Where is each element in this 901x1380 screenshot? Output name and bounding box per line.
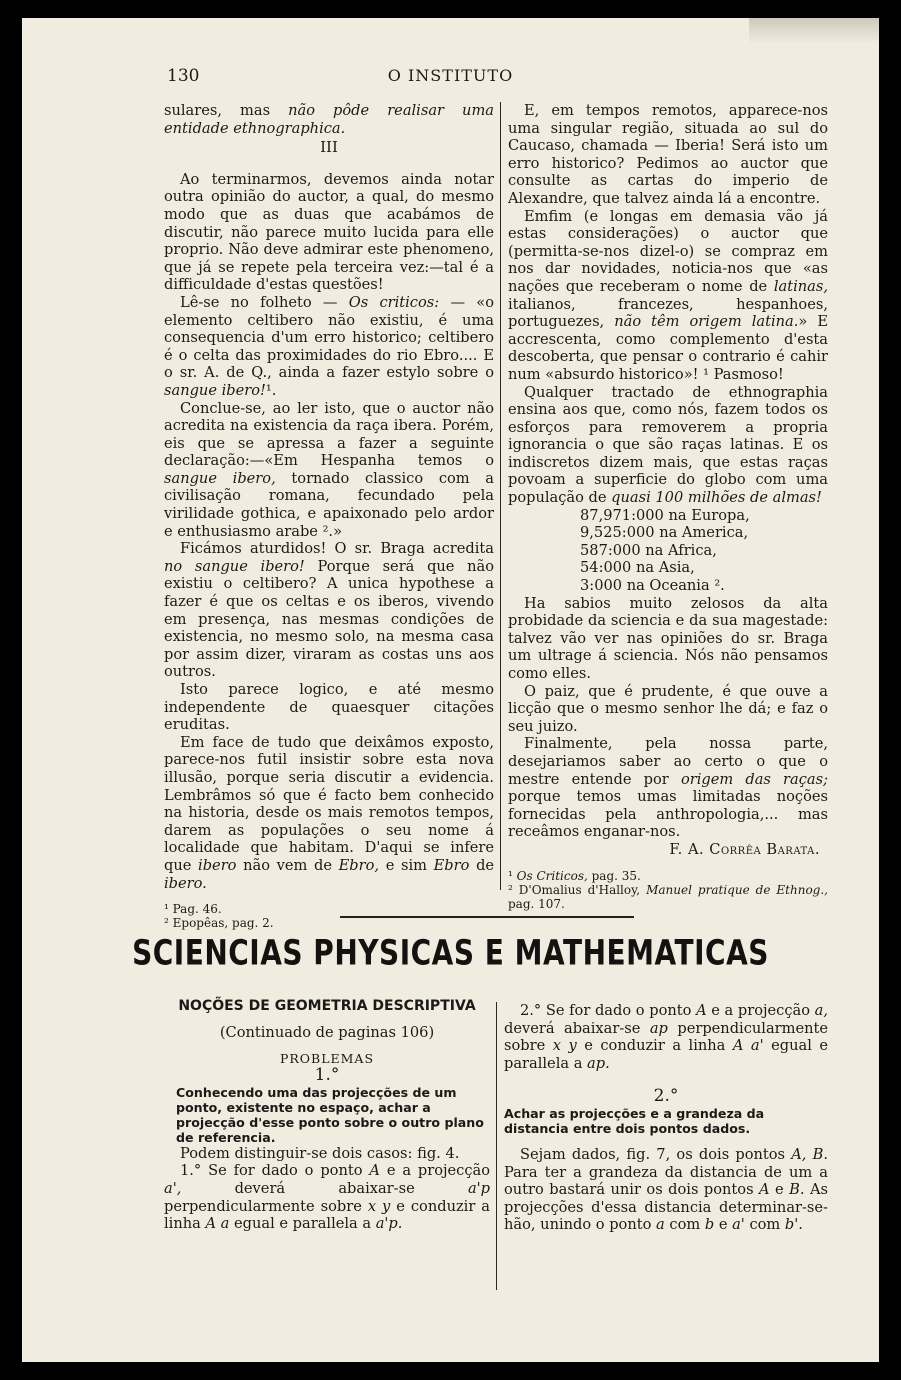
paragraph: Isto parece logico, e até mesmo independente de quaesquer citações eruditas. [164, 681, 494, 734]
paragraph: Ha sabios muito zelosos da alta probidade da sciencia e da sua magestade: talvez vão ver nas opiniões do sr. Braga um ultrage á sciencia. Nós não pensamos como elles. [508, 594, 828, 682]
problem-number: 2.° [653, 1086, 679, 1107]
page [22, 18, 879, 1362]
page-number: 130 [167, 66, 200, 86]
paragraph: 1.° Se for dado o ponto A e a projecção a', deverá abaixar-se a'p perpendicularmente sobre x y e conduzir a linha A a egual e parallela a a'p. [164, 1162, 490, 1233]
paragraph: O paiz, que é prudente, é que ouve a licção que o mesmo senhor lhe dá; e faz o seu juizo. [508, 682, 828, 735]
paragraph: Ficámos aturdidos! O sr. Braga acredita no sangue ibero! Porque será que não existiu o celtibero? A unica hypothese a fazer é que os celtas e os iberos, vivendo em presença, nas mesmas condições de existencia, no mesmo solo, na mesma casa por assim dizer, viraram as costas uns aos outros. [164, 540, 495, 681]
right-column-bottom [504, 1002, 828, 1234]
continued-note: (Continuado de paginas 106) [219, 1024, 435, 1041]
problems-heading: PROBLEMAS [279, 1050, 375, 1066]
footnote: ² D'Omalius d'Halloy, Manuel pratique de Ethnog., pag. 107. [508, 882, 828, 911]
article-title: NOÇÕES DE GEOMETRIA DESCRIPTIVA [178, 998, 476, 1014]
column-rule [500, 102, 501, 890]
right-column-top [508, 102, 828, 911]
problem-number: 1.° [314, 1065, 340, 1086]
paragraph: 2.° Se for dado o ponto A e a projecção a, deverá abaixar-se ap perpendicularmente sobre x y e conduzir a linha A a' egual e parallela a ap. [504, 1002, 829, 1072]
paragraph: Podem distinguir-se dois casos: fig. 4. [180, 1144, 460, 1162]
footnote: ¹ Os Criticos, pag. 35. [508, 868, 641, 883]
population-row: 587:000 na Africa, [580, 541, 717, 559]
section-divider [340, 916, 634, 918]
page-stain [749, 18, 879, 44]
paragraph: Lê-se no folheto — Os criticos: — «o elemento celtibero não existiu, é uma consequencia d'um erro historico; celtibero é o celta das proximidades do rio Ebro.... E o sr. A. de Q., ainda a fazer estylo sobre o sangue ibero!¹. [164, 293, 495, 399]
paragraph: Ao terminarmos, devemos ainda notar outra opinião do auctor, a qual, do mesmo modo que as duas que acabámos de discutir, não parece muito lucida para elle proprio. Não deve admirar este phenomeno, que já se repete pela terceira vez:—tal é a difficuldade d'estas questões! [164, 170, 494, 294]
footnotes [508, 869, 828, 911]
population-row: 9,525:000 na America, [580, 524, 749, 542]
paragraph: E, em tempos remotos, apparece-nos uma singular região, situada ao sul do Caucaso, chamada — Iberia! Será isto um erro historico? Pedimos ao auctor que consulte as cartas do imperio de Alexandre, que talvez ainda lá a encontre. [508, 102, 828, 207]
population-list [508, 507, 828, 595]
population-row: 87,971:000 na Europa, [580, 506, 750, 524]
problem-statement: Conhecendo uma das projecções de um ponto, existente no espaço, achar a projecção d'esse ponto sobre o outro plano de referencia. [176, 1084, 484, 1145]
footnote: ¹ Pag. 46. [164, 902, 222, 917]
problem-statement: Achar as projecções e a grandeza da distancia entre dois pontos dados. [504, 1105, 765, 1136]
population-row: 3:000 na Oceania ². [580, 577, 725, 595]
section-title: SCIENCIAS PHYSICAS E MATHEMATICAS [132, 931, 769, 974]
left-column-bottom [164, 1024, 490, 1233]
paragraph: Em face de tudo que deixâmos exposto, parece-nos futil insistir sobre esta nova illusão, porque seria discutir a evidencia. Lembrâmos só que é facto bem conhecido na historia, desde os mais remotos tempos, darem as populações o seu nome á localidade que habitam. D'aqui se infere que ibero não vem de Ebro, e sim Ebro de ibero. [164, 733, 495, 892]
paragraph: Emfim (e longas em demasia vão já estas considerações) o auctor que (permitta-se-nos dizel-o) se compraz em nos dar novidades, noticia-nos que «as nações que receberam o nome de latinas, italianos, francezes, hespanhoes, portuguezes, não têm origem latina.» E accrescenta, como complemento d'esta descoberta, que pensar o contrario é cahir num «absurdo historico»! ¹ Pasmoso! [508, 207, 829, 383]
running-title: O INSTITUTO [387, 66, 514, 85]
signature: F. A. Corrêa Barata. [669, 840, 820, 858]
left-column-top [164, 102, 494, 930]
paragraph: Conclue-se, ao ler isto, que o auctor não acredita na existencia da raça ibera. Porém, eis que se apressa a fazer a seguinte declaração:—«Em Hespanha temos o sangue ibero, tornado classico com a civilisação romana, fecundado pela virilidade gothica, e apaixonado pelo ardor e enthusiasmo arabe ².» [164, 399, 495, 540]
paragraph: Qualquer tractado de ethnographia ensina aos que, como nós, fazem todos os esforços para removerem a propria ignorancia o que são raças latinas. E os indiscretos dizem mais, que estas raças povoam a superficie do globo com uma população de quasi 100 milhões de almas! [508, 383, 828, 507]
paragraph: Finalmente, pela nossa parte, desejariamos saber ao certo o que o mestre entende por origem das raças; porque temos umas limitadas noções fornecidas pela anthropologia,... mas receâmos enganar-nos. [508, 735, 829, 841]
paragraph: sulares, mas não pôde realisar uma entidade ethnographica. [164, 102, 494, 137]
column-rule [496, 1002, 497, 1290]
paragraph: Sejam dados, fig. 7, os dois pontos A, B. Para ter a grandeza da distancia de um a outro bastará unir os dois pontos A e B. As projecções d'essa distancia determinar-se-hão, unindo o ponto a com b e a' com b'. [504, 1145, 829, 1234]
section-number: III [320, 138, 338, 157]
footnote: ² Epopêas, pag. 2. [164, 916, 274, 931]
running-header [22, 66, 879, 90]
population-row: 54:000 na Asia, [580, 559, 695, 577]
